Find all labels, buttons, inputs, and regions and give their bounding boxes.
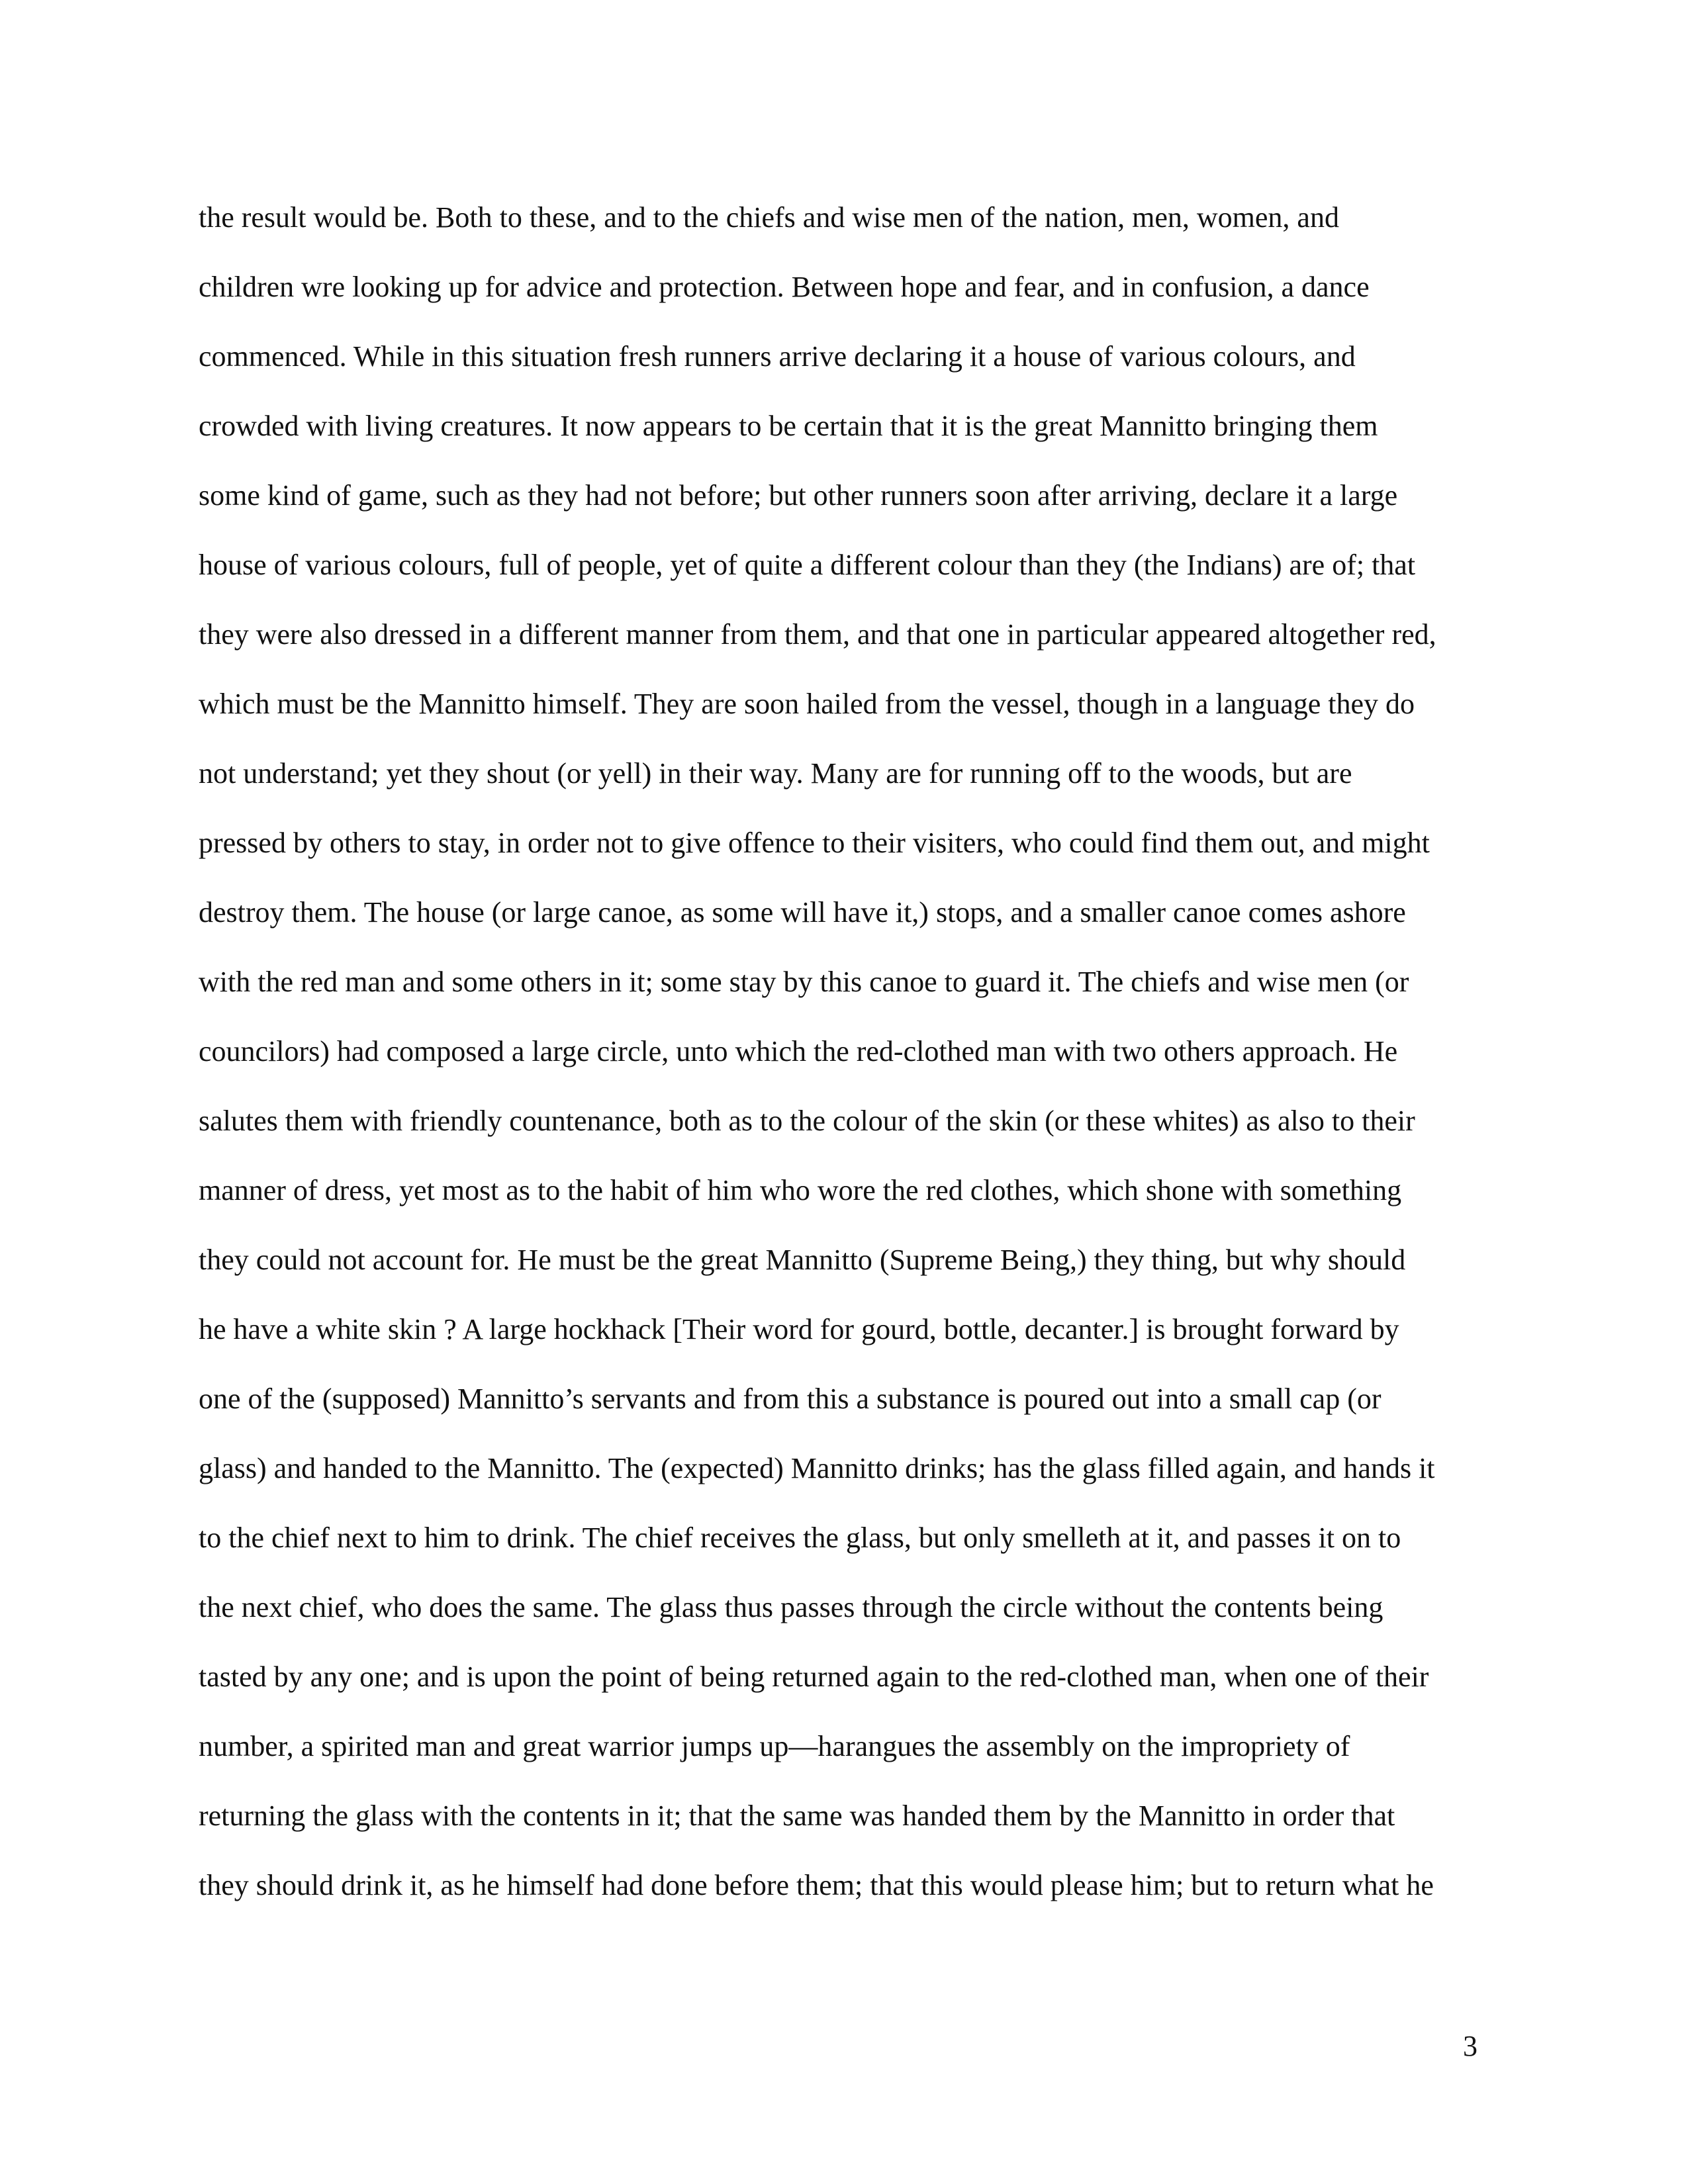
text-line: to the chief next to him to drink. The chief receives the glass, but only smelleth at it, and passes it on to — [199, 1522, 1401, 1554]
page-number: 3 — [1463, 2030, 1477, 2062]
text-line: salutes them with friendly countenance, both as to the colour of the skin (or these whites) as also to their — [199, 1105, 1415, 1137]
text-line: councilors) had composed a large circle, unto which the red-clothed man with two others approach. He — [199, 1035, 1398, 1068]
text-line: crowded with living creatures. It now appears to be certain that it is the great Mannitto bringing them — [199, 410, 1378, 442]
text-line: commenced. While in this situation fresh runners arrive declaring it a house of various colours, and — [199, 340, 1356, 373]
text-line: not understand; yet they shout (or yell) in their way. Many are for running off to the woods, but are — [199, 757, 1352, 790]
text-line: some kind of game, such as they had not before; but other runners soon after arriving, declare it a large — [199, 479, 1398, 512]
text-line: the next chief, who does the same. The glass thus passes through the circle without the contents being — [199, 1591, 1383, 1623]
text-line: house of various colours, full of people, yet of quite a different colour than they (the Indians) are of; that — [199, 549, 1416, 581]
text-line: they should drink it, as he himself had done before them; that this would please him; but to return what he — [199, 1869, 1434, 1901]
text-line: with the red man and some others in it; some stay by this canoe to guard it. The chiefs and wise men (or — [199, 966, 1409, 998]
text-line: glass) and handed to the Mannitto. The (expected) Mannitto drinks; has the glass filled again, and hands it — [199, 1452, 1435, 1484]
text-line: they were also dressed in a different manner from them, and that one in particular appeared altogether red, — [199, 618, 1436, 651]
text-line: pressed by others to stay, in order not to give offence to their visiters, who could find them out, and might — [199, 827, 1430, 859]
text-line: children wre looking up for advice and protection. Between hope and fear, and in confusion, a dance — [199, 271, 1370, 303]
text-line: tasted by any one; and is upon the point of being returned again to the red-clothed man, when one of their — [199, 1661, 1429, 1693]
text-line: they could not account for. He must be the great Mannitto (Supreme Being,) they thing, but why should — [199, 1244, 1406, 1276]
text-line: which must be the Mannitto himself. They are soon hailed from the vessel, though in a language they do — [199, 688, 1415, 720]
text-line: one of the (supposed) Mannitto’s servants and from this a substance is poured out into a small cap (or — [199, 1383, 1382, 1415]
text-line: destroy them. The house (or large canoe, as some will have it,) stops, and a smaller canoe comes ashore — [199, 896, 1406, 929]
text-line: manner of dress, yet most as to the habit of him who wore the red clothes, which shone with something — [199, 1174, 1402, 1206]
body-text — [199, 196, 1496, 1933]
text-line: returning the glass with the contents in it; that the same was handed them by the Mannitto in order that — [199, 1799, 1395, 1832]
text-line: the result would be. Both to these, and to the chiefs and wise men of the nation, men, women, and — [199, 201, 1339, 234]
text-line: number, a spirited man and great warrior jumps up—harangues the assembly on the impropriety of — [199, 1730, 1350, 1762]
text-line: he have a white skin ? A large hockhack [Their word for gourd, bottle, decanter.] is brought forward by — [199, 1313, 1399, 1345]
